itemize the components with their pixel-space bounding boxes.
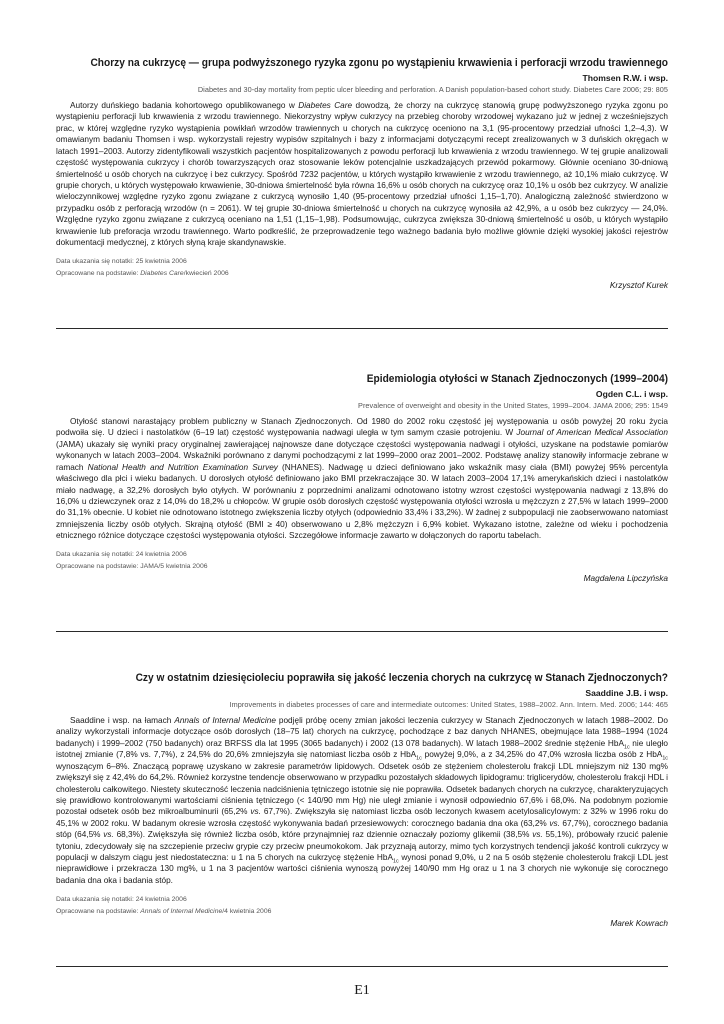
article-body [56,416,668,542]
text-run: (JAMA) ukazały się wyniki pracy oryginalnej zawierającej najnowsze dane dotyczące częstości występowania nadwagi i otyłości, uzyskane na podstawie pomiarów wykonanych w latach 2003–2004. Wskaźniki porównano z danymi pochodzącymi z lat 1999–2000 oraz 2001–2002. Podstawę analizy stanowiły informacje zebrane w ramach [56,439,668,472]
article-body [56,100,668,248]
article-received-date: Data ukazania się notatki: 24 kwietnia 2006 [56,550,187,558]
based-on-suffix: /kwiecień 2006 [183,269,229,277]
text-run: dowodzą, że chorzy na cukrzycę stanowią grupę podwyższonego ryzyka zgonu po wystąpieniu perforacji lub krwawienia z wrzodu trawiennego. Niekorzystny wpływ cukrzycy na przebieg choroby wrzodowej wykazano już w jednej z wcześniejszych prac, w której względne ryzyko wystąpienia powikłań wrzodów trawiennych u chorych na cukrzycę oceniono na 3,1 (95-procentowy przedział ufności 1,2–4,3). W omawianym badaniu Thomsen i wsp. wykorzystali rejestry wypisów szpitalnych i bazy z informacjami dotyczącymi recept zrealizowanych w 3 duńskich okręgach w latach 1991–2003. Autorzy zidentyfikowali wszystkich pacjentów hospitalizowanych z powodu perforacji lub krwawienia z wrzodu trawiennego. W tej grupie analizowali częstość występowania cukrzycy i chorób towarzyszących oraz stosowanie leków potencjalnie uszkadzających przewód pokarmowy. Głównie oceniano 30-dniową śmiertelność u osób chorych na cukrzycę i bez cukrzycy. Spośród 7232 pacjentów, u których wystąpiło krwawienie z wrzodu trawiennego, aż 10,1% miało cukrzycę. W grupie chorych, u których występowało krwawienie, 30-dniowa śmiertelność była równa 16,6% u osób chorych na cukrzycę oraz 10,1% u osób bez cukrzycy. W analizie wieloczynnikowej względne ryzyko zgonu związane z cukrzycą wynosiło 1,40 (95-procentowy przedział ufności 1,15–1,70). Analogiczną zależność stwierdzono w przypadku osób z perforacją wrzodów (n = 2061). W tej grupie 30-dniowa śmiertelność u chorych na cukrzycę wynosiła aż 42,9%, a u osób bez cukrzycy — 24,0%. Względne ryzyko zgonu związane z cukrzycą oceniano na 1,51 (1,15–1,98). Podsumowując, cukrzyca zwiększa 30-dniową śmiertelność u osób, u których wystąpiło krwawienie lub preforacja wrzodu trawiennego. Warto podkreślić, że przeprowadzenie tego ważnego badania było możliwe głównie dzięki wysokiej jakości rejestrów dokumentacji medycznej, z których słyną kraje skandynawskie. [56,101,668,248]
article-source: Improvements in diabetes processes of care and intermediate outcomes: United States, 1988–2002. Ann. Intern. Med. 2006; 144: 465 [229,700,668,709]
text-run: podjęli próbę oceny zmian jakości leczenia cukrzycy w Stanach Zjednoczonych w latach 1988–2002. Do analizy wykorzystali informacje dotyczące osób dorosłych (18–75 lat) chorych na cukrzycę, pochodzące z baz danych NHANES, obejmujące lata 1988–1994 (1024 badanych) i 1999–2002 (750 badanych) oraz BRFSS dla lat 1995 (3065 badanych) i 2002 (13 078 badanych). W latach 1988–2002 średnie stężenie HbA [56,716,668,748]
text-run: (NHANES). Nadwagę u dzieci definiowano jako wskaźnik masy ciała (BMI) powyżej 95% percentyla właściwego dla płci i wieku badanych. U dorosłych otyłość definiowano jako BMI przekraczające 30. W latach 2003–2004 17,1% amerykańskich dzieci i nastolatków miało nadwagę, a 32,2% dorosłych było otyłych. W porównaniu z poprzednimi analizami odnotowano istotny wzrost częstości występowania nadwagi z 13,8% do 16,0% u dziewczynek oraz z 14,0% do 18,2% u chłopców. W grupie osób dorosłych częstość występowania otyłości wzrosła u mężczyzn z 27,5% w latach 1999–2000 do 31,1% obecnie. U kobiet nie odnotowano istotnego zwiększenia liczby otyłych (odpowiednio 33,4% i 33,2%). W żadnej z subpopulacji nie zaobserwowano natomiast zmniejszenia liczby osób otyłych. Skrajną otyłość (BMI ≥ 40) obserwowano u 2,8% mężczyzn i 6,9% kobiet. Wykazano istotne, zależne od wieku i pochodzenia etnicznego różnice dotyczące częstości występowania otyłości. Szczegółowe informacje zawarto w dołączonych do raportu tabelach. [56,462,668,541]
page-number: E1 [354,983,370,998]
based-on-journal: Annals of Internal Medicine [140,907,223,915]
article-signature: Magdalena Lipczyńska [583,572,668,583]
italic-run: vs. [250,807,261,817]
section-divider [56,328,668,329]
article-title: Czy w ostatnim dziesięcioleciu poprawiła się jakość leczenia chorych na cukrzycę w Stanach Zjednoczonych? [135,672,669,684]
article-title: Epidemiologia otyłości w Stanach Zjednoczonych (1999–2004) [366,373,668,385]
article-signature: Krzysztof Kurek [609,279,668,290]
text-run: wynoszącym 6–8%. Znaczącą poprawę uzyskano w zakresie parametrów lipidowych. Odsetek osób ze stężeniem cholesterolu frakcji LDL mniejszym niż 130 mg% zwiększył się z 42,4% do 64,2%. Również korzystne tendencje obserwowano w przypadku pozostałych składowych lipidogramu: triglicerydów, cholesterolu frakcji HDL i cholesterolu całkowitego. Niestety skuteczność leczenia nadciśnienia tętniczego istotnie się nie poprawiła. Odsetek badanych chorych na cukrzycę, charakteryzujących się prawidłowo kontrolowanymi wartościami ciśnienia tętniczego (< 140/90 mm Hg) nie uległ zmianie i wynosił odpowiednio 67,6% i 68,0%. Na podobnym poziomie pozostał odsetek osób bez mikroalbuminurii (65,2% [56,761,668,817]
based-on-journal: Diabetes Care [140,269,184,277]
section-divider [56,631,668,632]
italic-run: vs. [532,830,543,840]
italic-run: National Health and Nutrition Examination Survey [87,462,278,472]
italic-run: vs. [549,818,560,828]
text-run: 55,1%), próbowały rzucić palenie tytoniu, zdecydowały się na szczepienie przeciw grypie czy przeciw pneumokokom. Jak przyznają autorzy, mimo tych korzystnych tendencji jakość kontroli cukrzycy w populacji w dalszym ciągu jest niedostateczna: u 1 na 5 chorych na cukrzycę stężenie HbA [56,830,668,863]
article-obesity-usa [56,373,668,584]
article-title: Chorzy na cukrzycę — grupa podwyższonego ryzyka zgonu po wystąpieniu krwawienia i perforacji wrzodu trawiennego [90,57,669,69]
subscript-run: 1c [623,744,630,751]
italic-run: Diabetes Care [298,101,353,110]
subscript-run: 1c [392,858,399,865]
text-run: 67,7%), corocznego badania stóp (64,5% [56,818,668,840]
based-on-prefix: Opracowane na podstawie: [56,269,141,277]
article-source: Diabetes and 30-day mortality from peptic ulcer bleeding and perforation. A Danish population-based cohort study. Diabetes Care 2006; 29: 805 [197,85,668,94]
article-based-on [56,269,668,278]
text-run: Otyłość stanowi narastający problem publiczny w Stanach Zjednoczonych. Od 1980 do 2002 roku częstość jej występowania u osób powyżej 20 roku życia podwoiła się. U dzieci i nastolatków (6–19 lat) częstość występowania nadwagi uległa w tym samym czasie potrojeniu. W [56,417,668,438]
text-run: powyżej 9,0%, a z 34,25% do 47,0% wzrosła liczba osób z HbA [421,750,663,760]
article-authors: Ogden C.L. i wsp. [595,389,668,399]
article-body [56,715,668,886]
article-diabetes-care-quality [56,672,668,929]
article-authors: Thomsen R.W. i wsp. [582,73,668,83]
article-source: Prevalence of overweight and obesity in the United States, 1999–2004. JAMA 2006; 295: 1549 [358,401,668,410]
italic-run: vs. [103,830,114,840]
article-signature: Marek Kowrach [610,917,668,928]
article-received-date: Data ukazania się notatki: 25 kwietnia 2006 [56,257,187,265]
based-on-prefix: Opracowane na podstawie: [56,562,141,570]
based-on-suffix: /4 kwietnia 2006 [222,907,272,915]
italic-run: Annals of Internal Medicine [174,716,276,725]
subscript-run: 1c [416,755,422,762]
article-based-on [56,562,668,571]
text-run: Saaddine i wsp. na łamach [70,716,175,725]
text-run: wynosi ponad 9,0%, u 2 na 5 osób stężenie cholesterolu frakcji LDL jest nieprawidłowe i przekracza 130 mg%, u 1 na 3 pacjentów wartości ciśnienia wynoszą powyżej 140/90 mm Hg oraz u 1 na 3 chorych nie wykonuje się corocznego badania dna oka i badania stóp. [56,853,668,885]
text-run: 67,7%). Zwiększyła się natomiast liczba osób leczonych kwasem acetylosalicylowym: z 32% w 1996 roku do 45,1% w 2002 roku. W badanym okresie wzrosła częstość wykonywania badań przesiewowych: corocznego badania dna oka (63,2% [56,807,668,828]
subscript-run: 1c [662,755,668,762]
based-on-prefix: Opracowane na podstawie: [56,907,141,915]
text-run: 68,3%). Zwiększyła się również liczba osób, które przynajmniej raz dziennie oznaczały poziomy glikemii (38,5% [113,830,533,840]
article-diabetes-ulcer [56,57,668,291]
based-on-suffix: JAMA/5 kwietnia 2006 [140,562,208,570]
article-authors: Saaddine J.B. i wsp. [585,688,668,698]
italic-run: Journal of American Medical Association [516,428,668,438]
text-run: nie uległo istotnej zmianie (7,8% vs. 7,7%), z 24,5% do 20,6% zmniejszyła się natomiast liczba osób z HbA [56,738,668,760]
text-run: Autorzy duńskiego badania kohortowego opublikowanego w [70,101,299,110]
section-divider [56,966,668,967]
article-received-date: Data ukazania się notatki: 24 kwietnia 2006 [56,895,187,903]
article-based-on [56,907,668,916]
